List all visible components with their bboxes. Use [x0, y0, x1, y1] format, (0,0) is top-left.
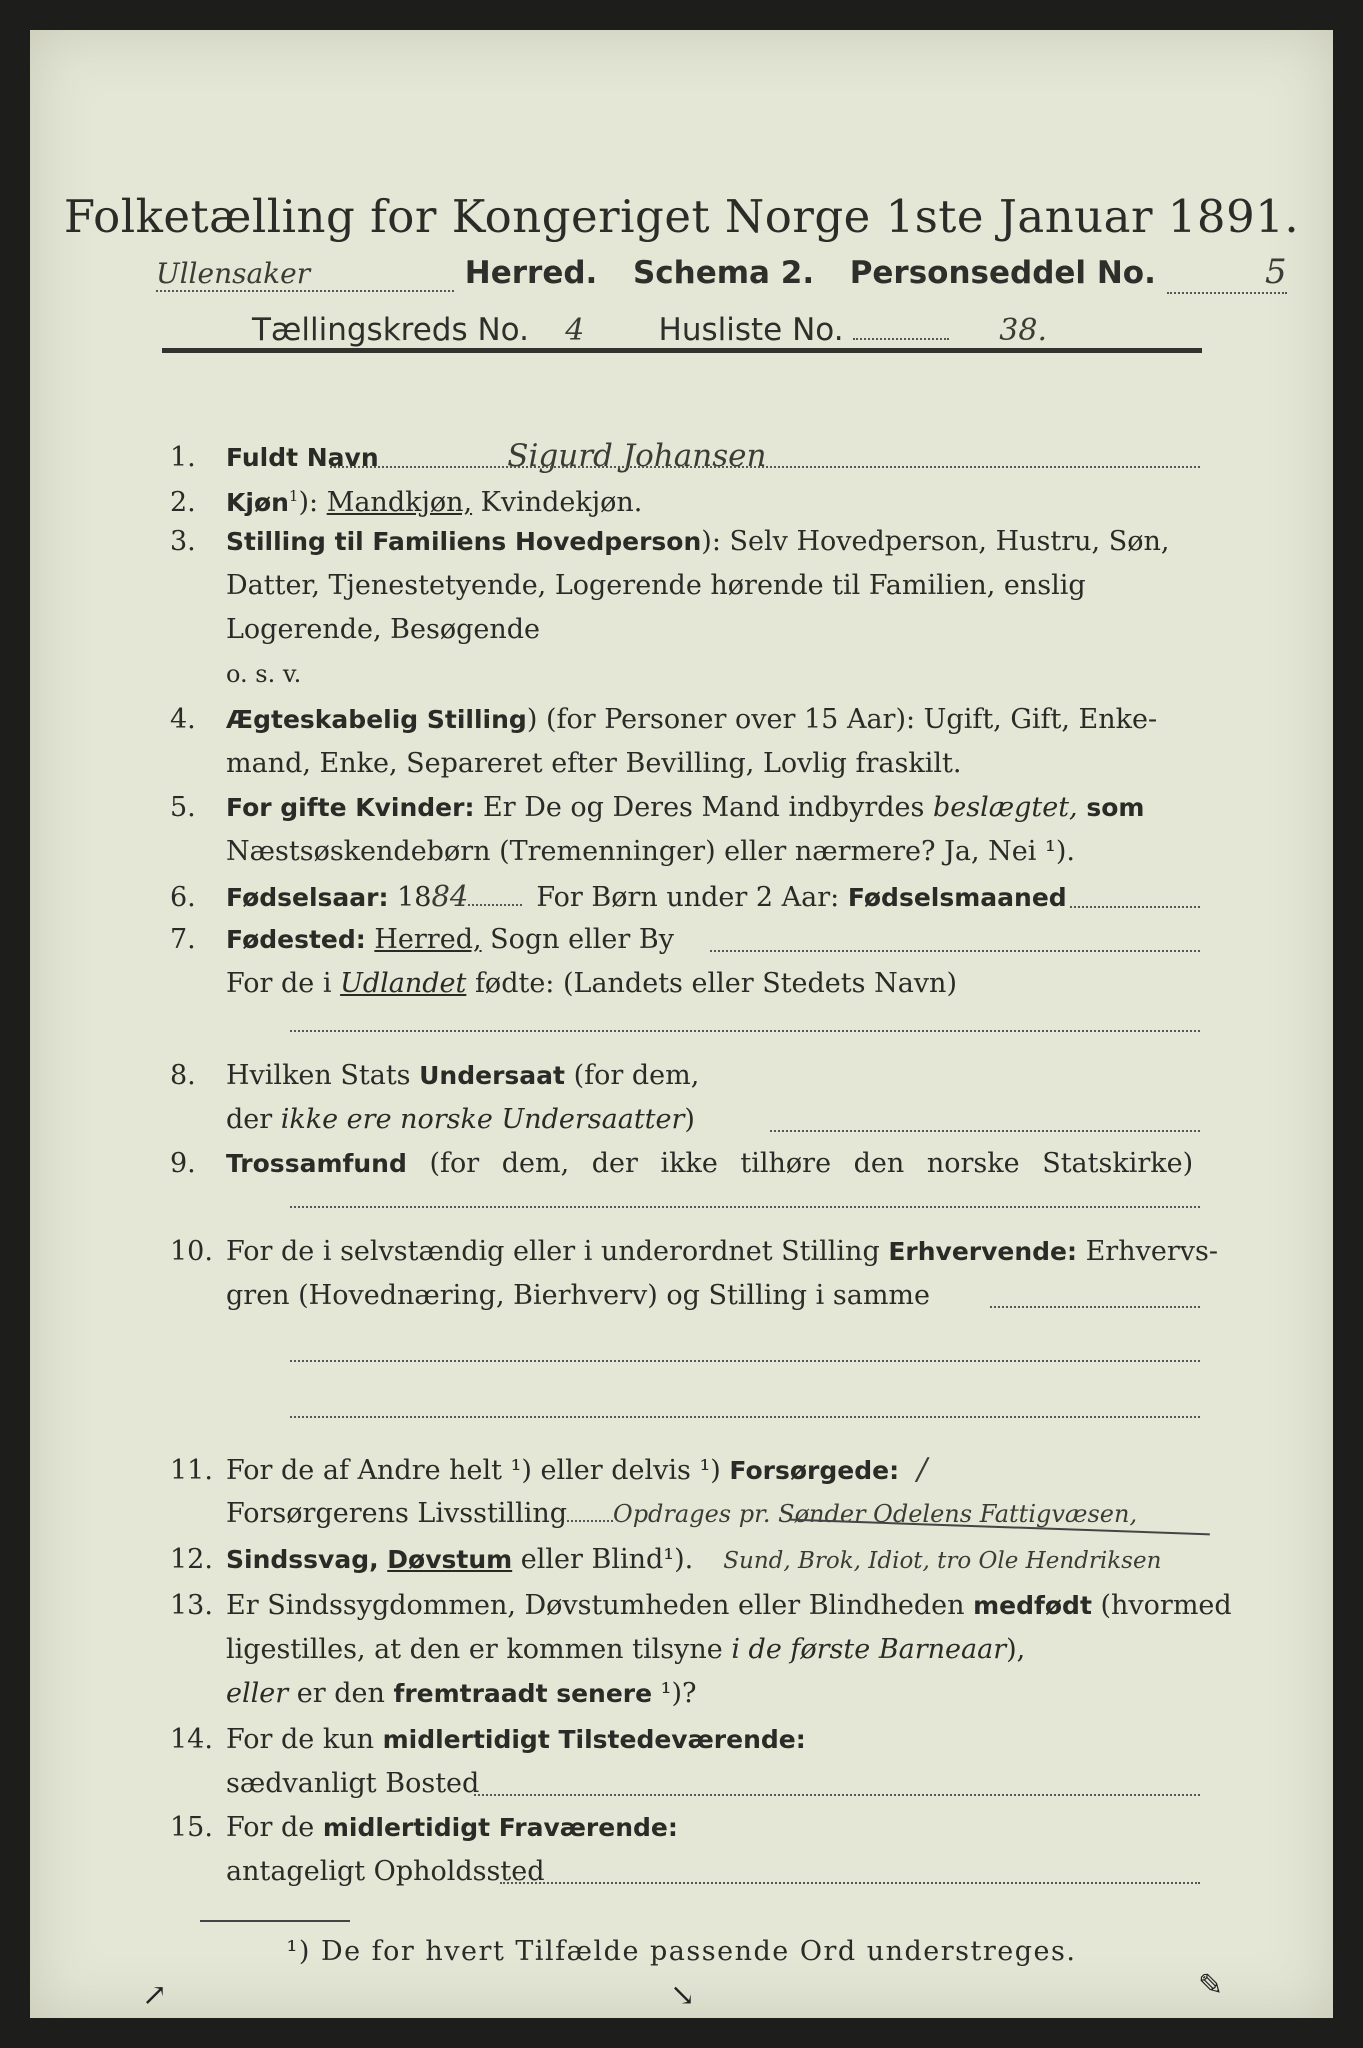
q9-number: 9.	[170, 1148, 196, 1179]
q14-fill	[474, 1794, 1200, 1796]
q14-text-a: For de kun	[226, 1724, 383, 1755]
pencil-mark-center: ↘	[670, 1978, 696, 2013]
q7-birthplace	[170, 920, 1230, 960]
q2-option-kvindekjon: Kvindekjøn.	[472, 487, 643, 518]
q15-label: midlertidigt Fraværende:	[322, 1813, 678, 1842]
q10-label: Erhvervende:	[888, 1237, 1078, 1266]
q3-label: Stilling til Familiens Hovedperson	[226, 527, 702, 556]
q11-dots	[567, 1520, 613, 1522]
q3-line1: ): Selv Hovedperson, Hustru, Søn,	[701, 526, 1170, 557]
q11-hand-mark: /	[917, 1452, 928, 1487]
q12-text-c: ¹).	[663, 1544, 694, 1575]
q15-line2: antageligt Opholdssted	[226, 1856, 545, 1887]
q14-label: midlertidigt Tilstedeværende:	[382, 1725, 806, 1754]
q11-line2	[226, 1494, 1286, 1534]
q14-number: 14.	[170, 1724, 213, 1755]
q9-fill	[290, 1206, 1200, 1208]
q2-option-mandkjon: Mandkjøn,	[326, 487, 473, 518]
q6-label: Fødselsaar:	[226, 883, 389, 912]
q11-number: 11.	[170, 1455, 213, 1486]
q8-line2-b: )	[684, 1104, 695, 1135]
q4-number: 4.	[170, 704, 196, 735]
q7-line2-a: For de i	[226, 968, 341, 999]
q13-congenital	[170, 1586, 1230, 1626]
q10-fill-2	[290, 1360, 1200, 1362]
q15-temporary-absent	[170, 1808, 1230, 1848]
q10-number: 10.	[170, 1236, 213, 1267]
q7-text: Sogn eller By	[481, 924, 674, 955]
q9-religion	[170, 1144, 1230, 1184]
q13-line3	[226, 1674, 1286, 1714]
q8-label: Undersaat	[419, 1061, 565, 1090]
personseddel-value: 5	[1167, 252, 1287, 294]
q6-text: For Børn under 2 Aar:	[536, 882, 848, 913]
q4-marital-status	[170, 700, 1230, 740]
q13-line3-italic: eller	[226, 1678, 289, 1709]
q5-text-italic: beslægtet,	[932, 792, 1078, 823]
q7-line2-italic: Udlandet	[340, 968, 467, 999]
q2-sex	[170, 476, 1230, 523]
q13-label: medfødt	[973, 1591, 1092, 1620]
herred-label: Herred.	[464, 255, 598, 291]
q6-birth-month-label: Fødselsmaaned	[847, 883, 1067, 912]
form-title: Folketælling for Kongeriget Norge 1ste Januar 1891.	[63, 190, 1300, 243]
q12-text-a: Sindssvag,	[226, 1545, 388, 1574]
q5-number: 5.	[170, 792, 196, 823]
kreds-line	[252, 312, 1047, 350]
q13-number: 13.	[170, 1590, 213, 1621]
footnote: ¹) De for hvert Tilfælde passende Ord understreges.	[286, 1936, 1077, 1967]
q12-disability	[170, 1540, 1230, 1581]
q8-citizenship	[170, 1056, 1230, 1096]
q6-number: 6.	[170, 882, 196, 913]
q8-line2-a: der	[226, 1104, 281, 1135]
personseddel-label: Personseddel No.	[849, 255, 1156, 291]
q13-line3-label: fremtraadt senere	[393, 1679, 653, 1708]
q5-line2: Næstsøskendebørn (Tremenninger) eller nærmere? Ja, Nei ¹).	[226, 836, 1075, 867]
q13-line2-a: ligestilles, at den er kommen tilsyne	[226, 1634, 732, 1665]
q8-line2	[226, 1100, 1286, 1140]
kreds-value: 4	[539, 313, 611, 350]
q14-line2: sædvanligt Bosted	[226, 1768, 480, 1799]
q5-label: For gifte Kvinder:	[226, 793, 475, 822]
q13-text-a: Er Sindssygdommen, Døvstumheden eller Blindheden	[226, 1590, 974, 1621]
q7-option-herred: Herred,	[374, 924, 482, 955]
q15-fill	[500, 1882, 1200, 1884]
q7-line2	[226, 964, 1286, 1004]
husliste-dots	[853, 338, 949, 340]
herred-value: Ullensaker	[156, 257, 454, 292]
kreds-label: Tællingskreds No.	[252, 312, 529, 348]
q8-number: 8.	[170, 1060, 196, 1091]
q3-line2: Datter, Tjenestetyende, Logerende hørende til Familien, enslig	[226, 570, 1086, 601]
q11-provider-label: Forsørgerens Livsstilling	[226, 1498, 568, 1529]
q6-year-value: 84	[431, 879, 469, 913]
q1-full-name	[170, 436, 1230, 478]
q2-sup: 1	[288, 487, 299, 505]
q6-birth-year	[170, 876, 1230, 918]
q1-answer: Sigurd Johansen	[507, 438, 767, 474]
q4-label: Ægteskabelig Stilling	[226, 705, 527, 734]
q5-text-a: Er De og Deres Mand indbyrdes	[474, 792, 933, 823]
q9-label: Trossamfund	[226, 1149, 407, 1178]
q7-line2-b: fødte: (Landets eller Stedets Navn)	[466, 968, 957, 999]
q8-line2-italic: ikke ere norske Undersaatter	[280, 1104, 685, 1135]
q13-line2-italic: i de første Barneaar	[731, 1634, 1007, 1665]
q7-label: Fødested:	[226, 925, 366, 954]
q10-line2: gren (Hovednæring, Bierhverv) og Stilling i samme	[226, 1280, 931, 1311]
q12-number: 12.	[170, 1544, 213, 1575]
q6-dots	[468, 904, 522, 906]
q4-line2: mand, Enke, Separeret efter Bevilling, Lovlig fraskilt.	[226, 748, 962, 779]
q8-fill	[770, 1130, 1200, 1132]
q2-number: 2.	[170, 487, 196, 518]
q5-text-b: som	[1077, 793, 1145, 822]
herred-line	[156, 252, 1287, 294]
q13-line3-a: er den	[288, 1678, 394, 1709]
pencil-mark-left: ↗	[142, 1978, 168, 2013]
q14-temporary-present	[170, 1720, 1230, 1760]
q3-line4: o. s. v.	[226, 660, 302, 688]
q12-option-dovstum: Døvstum	[387, 1545, 513, 1574]
q4-line1: ) (for Personer over 15 Aar): Ugift, Gift, Enke-	[526, 704, 1158, 735]
q13-line3-b: ¹)?	[652, 1678, 697, 1709]
q11-provider-answer: Opdrages pr. Sønder Odelens Fattigvæsen,	[613, 1500, 1138, 1528]
q12-answer: Sund, Brok, Idiot, tro Ole Hendriksen	[723, 1548, 1162, 1574]
q10-fill-3	[290, 1416, 1200, 1418]
q3-family-position	[170, 522, 1230, 562]
q11-supported	[170, 1450, 1230, 1491]
footnote-rule	[200, 1920, 350, 1922]
q1-number: 1.	[170, 442, 196, 473]
q8-text-a: Hvilken Stats	[226, 1060, 420, 1091]
ink-mark-right: ✎	[1198, 1968, 1224, 2003]
q6-year-prefix: 18	[388, 882, 432, 913]
q10-text-b: Erhvervs-	[1077, 1236, 1218, 1267]
q11-label: Forsørgede:	[729, 1456, 900, 1485]
q12-text-b: eller Blind	[512, 1544, 664, 1575]
q11-text-a: For de af Andre helt ¹) eller delvis ¹)	[226, 1455, 730, 1486]
q13-text-b: (hvormed	[1091, 1590, 1232, 1621]
husliste-value: 38.	[999, 313, 1047, 348]
header-rule	[162, 348, 1202, 353]
q15-number: 15.	[170, 1812, 213, 1843]
q9-text: (for dem, der ikke tilhøre den norske Statskirke)	[406, 1148, 1194, 1179]
q2-text: ):	[298, 487, 327, 518]
schema-label: Schema 2.	[632, 255, 815, 291]
q13-line2-b: ),	[1006, 1634, 1026, 1665]
q6-fill	[1070, 906, 1200, 908]
q3-number: 3.	[170, 526, 196, 557]
q2-label: Kjøn	[226, 488, 289, 517]
q13-line2	[226, 1630, 1286, 1670]
q7-fill-2	[290, 1030, 1200, 1032]
q15-text-a: For de	[226, 1812, 323, 1843]
q7-number: 7.	[170, 924, 196, 955]
q10-text-a: For de i selvstændig eller i underordnet Stilling	[226, 1236, 889, 1267]
q10-occupation	[170, 1232, 1230, 1272]
q1-fill	[330, 466, 1200, 468]
q3-line3: Logerende, Besøgende	[226, 614, 540, 645]
q8-text-b: (for dem,	[564, 1060, 700, 1091]
q1-label: Fuldt Navn	[226, 443, 379, 472]
q5-married-women	[170, 788, 1230, 828]
q10-fill	[990, 1306, 1200, 1308]
census-form-sheet	[30, 30, 1333, 2018]
q7-fill	[710, 950, 1200, 952]
husliste-label: Husliste No.	[658, 312, 844, 348]
